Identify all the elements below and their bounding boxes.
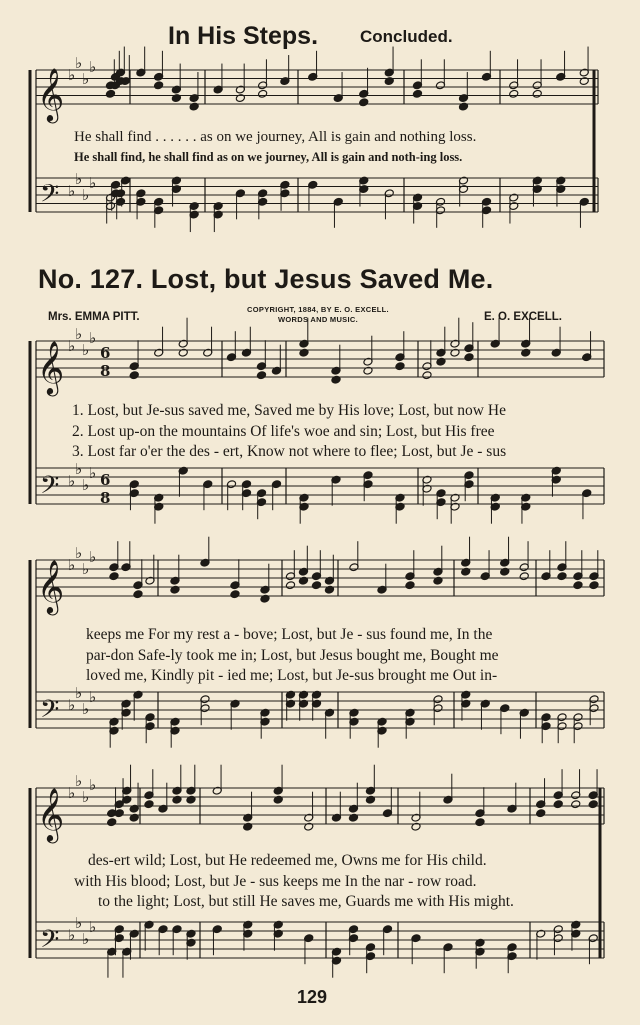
flat-icon: ♭: [75, 914, 83, 932]
time-signature-bottom: 8: [100, 362, 111, 380]
note-head: [235, 94, 245, 103]
note-head: [230, 590, 240, 599]
flat-icon: ♭: [82, 560, 90, 578]
flat-icon: ♭: [68, 472, 76, 490]
flat-icon: ♭: [89, 174, 97, 192]
note-head: [412, 89, 422, 98]
note-head: [109, 572, 119, 581]
note-head: [105, 89, 115, 98]
flat-icon: ♭: [89, 688, 97, 706]
note-head: [573, 581, 583, 590]
note-head: [553, 800, 563, 809]
treble-clef-icon: 𝄞: [37, 67, 65, 121]
note-head: [571, 800, 581, 809]
bass-clef-icon: 𝄢: [40, 925, 60, 960]
note-head: [557, 572, 567, 581]
note-head: [536, 809, 546, 818]
previous-hymn-title: In His Steps.: [168, 22, 319, 50]
flat-icon: ♭: [82, 186, 90, 204]
flat-icon: ♭: [82, 700, 90, 718]
note-head: [509, 89, 519, 98]
verse-1-system-2: keeps me For my rest a - bove; Lost, but Je - sus found me, In the: [86, 626, 493, 643]
flat-icon: ♭: [68, 696, 76, 714]
treble-clef-icon: 𝄞: [37, 559, 65, 613]
flat-icon: ♭: [68, 926, 76, 944]
note-head: [144, 800, 154, 809]
copyright-line-1: COPYRIGHT, 1884, BY E. O. EXCELL.: [247, 305, 389, 314]
hymn-title: No. 127. Lost, but Jesus Saved Me.: [38, 264, 494, 294]
flat-icon: ♭: [89, 918, 97, 936]
note-head: [464, 353, 474, 362]
verse-3-system-3: to the light; Lost, but still He saves me, Guards me with His might.: [98, 893, 514, 910]
note-head: [189, 102, 199, 111]
flat-icon: ♭: [89, 776, 97, 794]
bass-clef-icon: 𝄢: [40, 471, 60, 506]
hymn-composer: E. O. EXCELL.: [484, 311, 562, 323]
flat-icon: ♭: [75, 54, 83, 72]
page-number: 129: [297, 987, 328, 1007]
verse-1-system-1: 1. Lost, but Je-sus saved me, Saved me by His love; Lost, but now He: [72, 402, 506, 419]
note-head: [311, 581, 321, 590]
flat-icon: ♭: [82, 476, 90, 494]
flat-icon: ♭: [68, 182, 76, 200]
flat-icon: ♭: [82, 930, 90, 948]
bass-clef-icon: 𝄢: [40, 695, 60, 730]
time-signature-top: 6: [100, 344, 111, 362]
verse-3-system-1: 3. Lost far o'er the des - ert, Know not where to flee; Lost, but Je - sus: [72, 443, 507, 460]
flat-icon: ♭: [68, 337, 76, 355]
note-head: [133, 590, 143, 599]
flat-icon: ♭: [82, 788, 90, 806]
note-head: [458, 102, 468, 111]
note-head: [285, 581, 295, 590]
flat-icon: ♭: [75, 544, 83, 562]
verse-2-system-1: 2. Lost up-on the mountains Of life's woe and sin; Lost, but His free: [72, 423, 495, 440]
time-signature-bottom: 8: [100, 489, 111, 507]
flat-icon: ♭: [89, 329, 97, 347]
note-head: [422, 371, 432, 380]
note-head: [171, 94, 181, 103]
hymn-author: Mrs. EMMA PITT.: [48, 311, 140, 323]
note-head: [519, 572, 529, 581]
verse-1-system-3: des-ert wild; Lost, but He redeemed me, Owns me for His child.: [88, 852, 487, 869]
bass-staff-2: [36, 692, 604, 728]
note-head: [154, 81, 164, 90]
copyright-line-2: WORDS AND MUSIC.: [278, 315, 358, 324]
bass-clef-icon: 𝄢: [40, 179, 60, 215]
flat-icon: ♭: [75, 684, 83, 702]
note-head: [589, 581, 599, 590]
verse-2-system-2: par-don Safe-ly took me in; Lost, but Jesus bought me, Bought me: [86, 647, 499, 664]
verse-3-system-2: loved me, Kindly pit - ied me; Lost, but Je-sus brought me Out in-: [86, 667, 498, 684]
previous-hymn-status: Concluded.: [360, 27, 453, 46]
note-head: [256, 371, 266, 380]
note-head: [395, 362, 405, 371]
note-head: [579, 77, 589, 86]
note-head: [475, 818, 485, 827]
previous-hymn-lyric-line-1: He shall find . . . . . . as on we journey, All is gain and nothing loss.: [74, 129, 477, 145]
note-head: [532, 89, 542, 98]
note-head: [107, 818, 117, 827]
verse-2-system-3: with His blood; Lost, but Je - sus keeps me In the nar - row road.: [74, 873, 477, 890]
flat-icon: ♭: [89, 464, 97, 482]
previous-hymn-lyric-line-2: He shall find, he shall find as on we journey, All is gain and noth-ing loss.: [74, 150, 463, 164]
flat-icon: ♭: [68, 784, 76, 802]
note-head: [384, 77, 394, 86]
treble-clef-icon: 𝄞: [37, 340, 65, 394]
treble-staff-1: [36, 341, 604, 377]
bass-staff-1: [36, 468, 604, 504]
note-head: [359, 98, 369, 107]
flat-icon: ♭: [89, 58, 97, 76]
flat-icon: ♭: [75, 170, 83, 188]
flat-icon: ♭: [75, 460, 83, 478]
flat-icon: ♭: [68, 556, 76, 574]
treble-clef-icon: 𝄞: [37, 787, 65, 841]
flat-icon: ♭: [82, 341, 90, 359]
flat-icon: ♭: [89, 548, 97, 566]
flat-icon: ♭: [75, 325, 83, 343]
note-head: [129, 371, 139, 380]
flat-icon: ♭: [68, 66, 76, 84]
note-head: [258, 89, 268, 98]
flat-icon: ♭: [75, 772, 83, 790]
note-head: [405, 581, 415, 590]
time-signature-top: 6: [100, 471, 111, 489]
note-head: [588, 800, 598, 809]
copyright-notice: [238, 305, 398, 325]
flat-icon: ♭: [82, 70, 90, 88]
